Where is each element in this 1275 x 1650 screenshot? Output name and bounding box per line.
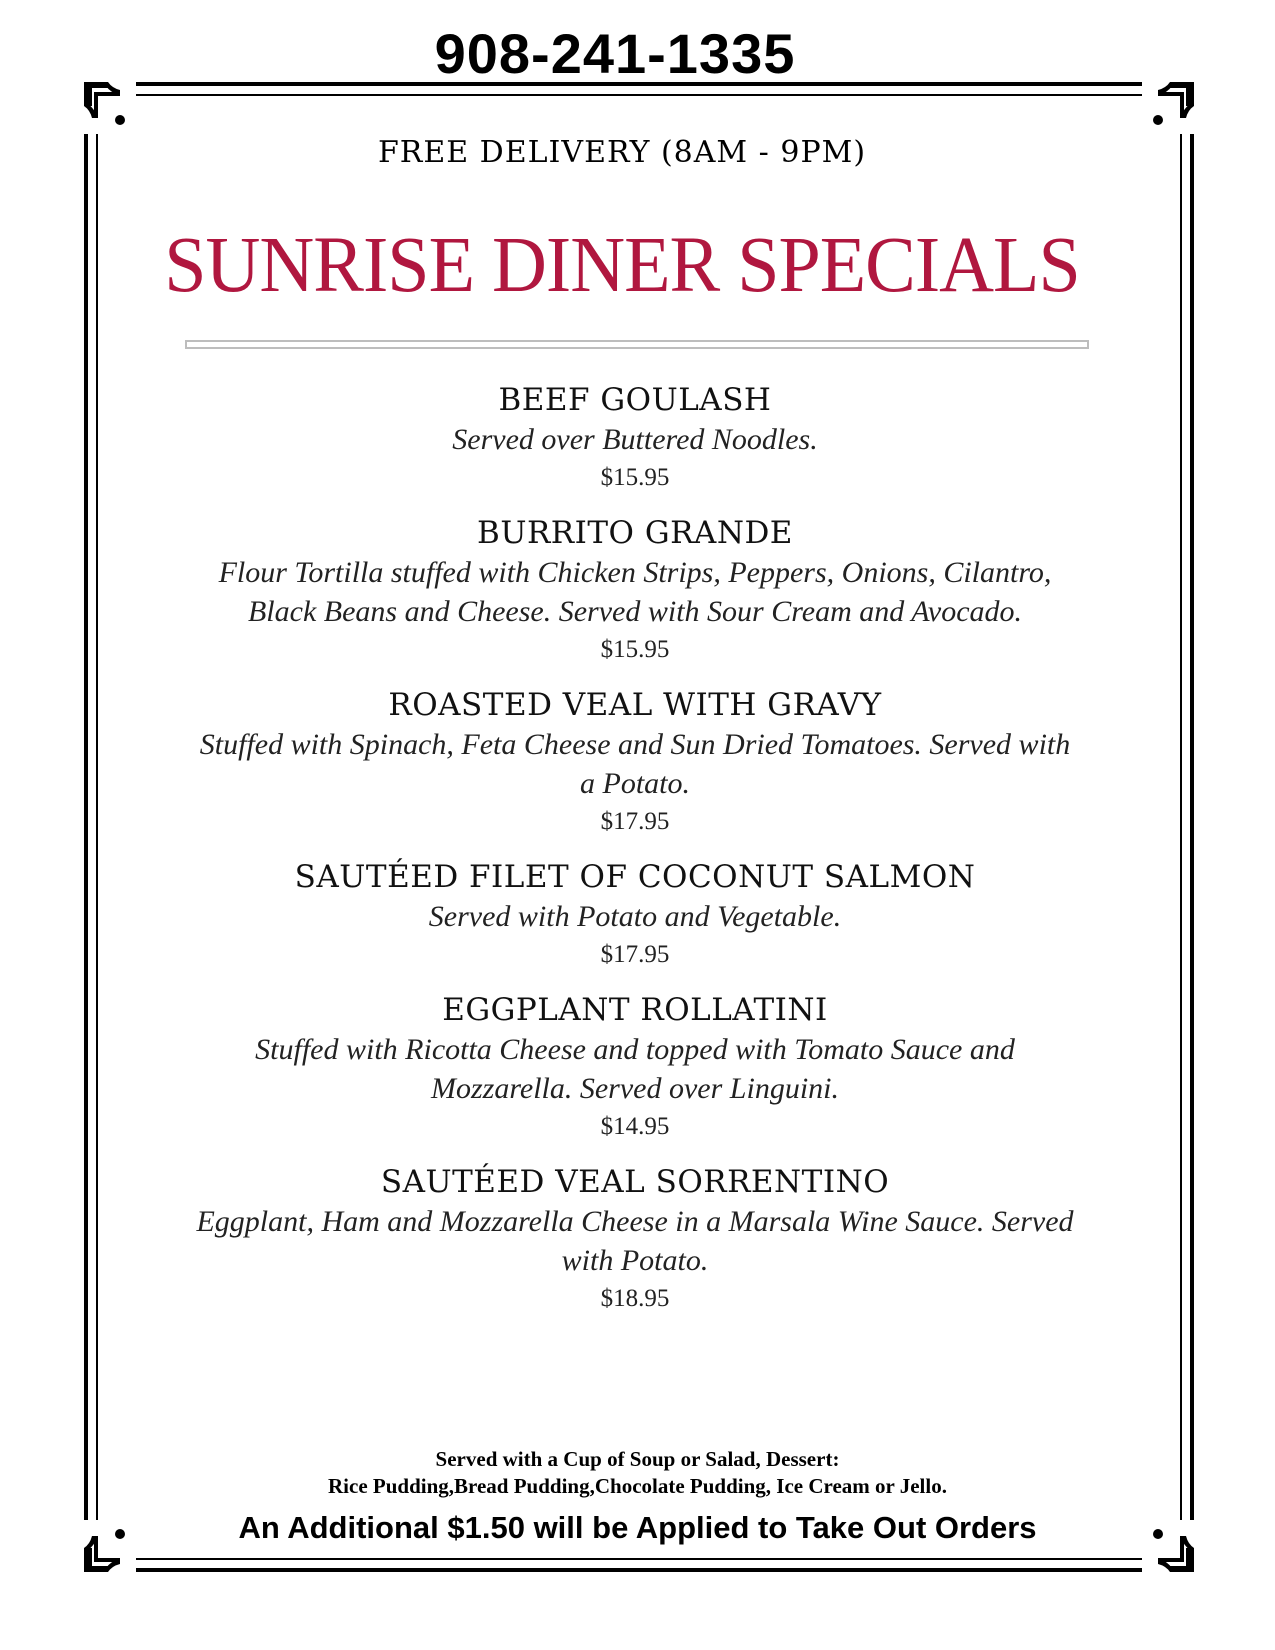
- delivery-notice: FREE DELIVERY (8AM - 9PM): [377, 135, 867, 170]
- item-description: Eggplant, Ham and Mozzarella Cheese in a Marsala Wine Sauce. Served with Potato.: [196, 1205, 1074, 1277]
- menu-title: SUNRISE DINER SPECIALS: [164, 220, 1080, 310]
- item-description: Served with Potato and Vegetable.: [428, 900, 842, 933]
- sides-footnote: [0, 1446, 1275, 1500]
- corner-ornament-icon: [80, 78, 136, 134]
- item-name: SAUTÉED FILET OF COCONUT SALMON: [294, 859, 976, 895]
- item-price: $14.95: [600, 1113, 670, 1140]
- item-price: $18.95: [600, 1285, 670, 1312]
- menu-item-roasted-veal: [190, 685, 1080, 841]
- item-price: $15.95: [600, 636, 670, 663]
- corner-ornament-icon: [1142, 78, 1198, 134]
- item-name: BURRITO GRANDE: [477, 515, 793, 551]
- menu-item-beef-goulash: [190, 380, 1080, 497]
- item-name: SAUTÉED VEAL SORRENTINO: [380, 1164, 890, 1200]
- takeout-notice: An Additional $1.50 will be Applied to Take Out Orders: [238, 1510, 1037, 1545]
- item-description: Stuffed with Spinach, Feta Cheese and Sun Dried Tomatoes. Served with a Potato.: [199, 728, 1071, 800]
- item-description: Stuffed with Ricotta Cheese and topped with Tomato Sauce and Mozzarella. Served over Linguini.: [255, 1033, 1015, 1105]
- title-divider: [185, 340, 1089, 349]
- item-name: BEEF GOULASH: [498, 382, 772, 418]
- menu-item-veal-sorrentino: [190, 1162, 1080, 1318]
- footnote-line: Served with a Cup of Soup or Salad, Dessert:: [435, 1447, 840, 1471]
- phone-number: 908-241-1335: [434, 22, 796, 85]
- item-price: $17.95: [600, 941, 670, 968]
- item-name: EGGPLANT ROLLATINI: [442, 992, 828, 1028]
- specials-list: [190, 380, 1080, 1334]
- item-description: Flour Tortilla stuffed with Chicken Strips, Peppers, Onions, Cilantro, Black Beans and Cheese. Served with Sour Cream and Avocado.: [218, 556, 1052, 628]
- menu-item-eggplant-rollatini: [190, 990, 1080, 1146]
- menu-item-burrito-grande: [190, 513, 1080, 669]
- item-price: $15.95: [600, 464, 670, 491]
- item-description: Served over Buttered Noodles.: [452, 423, 818, 456]
- footnote-line: Rice Pudding,Bread Pudding,Chocolate Pudding, Ice Cream or Jello.: [328, 1474, 947, 1498]
- menu-item-coconut-salmon: [190, 857, 1080, 974]
- item-price: $17.95: [600, 808, 670, 835]
- item-name: ROASTED VEAL WITH GRAVY: [388, 687, 882, 723]
